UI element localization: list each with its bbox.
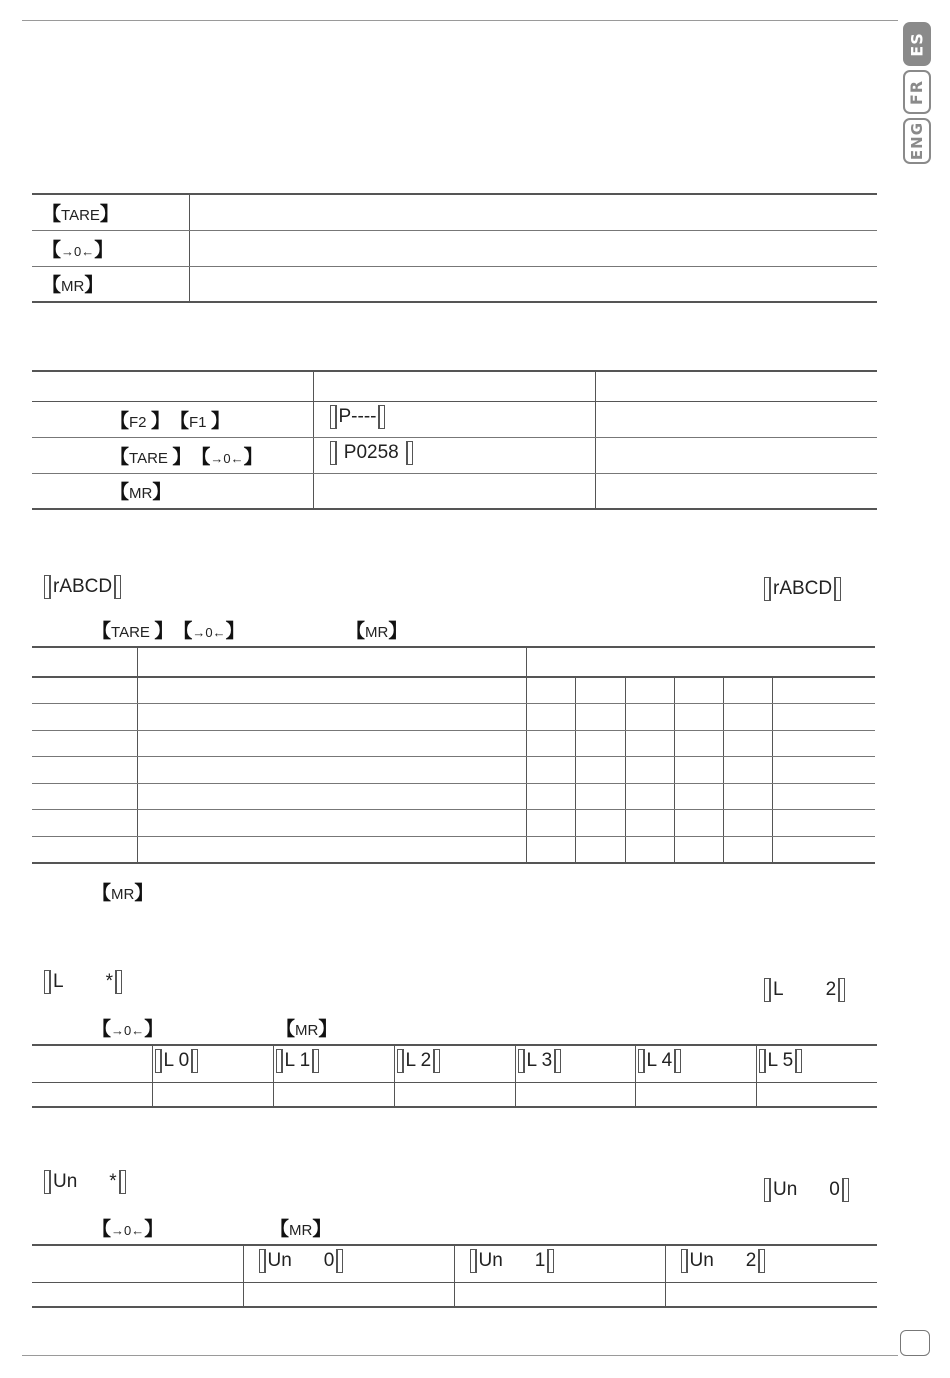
table-header-row	[32, 371, 877, 401]
display-rabcd: rABCD	[44, 575, 121, 599]
table-header-row	[32, 1245, 877, 1282]
display-p0258: P0258	[330, 441, 414, 465]
lang-tab-fr[interactable]: FR	[903, 70, 931, 114]
display-l5: L 5	[759, 1049, 803, 1073]
mr-key: 【MR】	[92, 882, 154, 904]
table-row	[32, 783, 875, 810]
display-un-opt-1: Un 1	[470, 1249, 555, 1273]
display-un-star: Un *	[44, 1170, 126, 1194]
display-un-opt-0: Un 0	[259, 1249, 344, 1273]
table-row	[32, 401, 877, 437]
table-row	[32, 730, 875, 757]
display-l-2: L 2	[764, 978, 845, 1002]
table-row	[32, 230, 877, 266]
mr-key: 【MR】	[270, 1218, 332, 1240]
zero-key: 【→0←】	[42, 238, 114, 261]
f1-key: 【F1 】	[170, 409, 230, 432]
mr-key: 【MR】	[110, 481, 172, 504]
lang-tab-es[interactable]: ES	[903, 22, 931, 66]
table-header-row	[32, 647, 875, 677]
password-steps-table	[32, 370, 877, 510]
f2-key: 【F2 】	[110, 409, 170, 432]
tare-key: 【TARE 】	[110, 445, 192, 468]
table-row	[32, 266, 877, 302]
display-l0: L 0	[155, 1049, 199, 1073]
l-options-table	[32, 1044, 877, 1108]
zero-key: 【→0←】	[92, 1218, 164, 1240]
lang-tab-eng[interactable]: ENG	[903, 118, 931, 164]
un-options-table	[32, 1244, 877, 1308]
display-l1: L 1	[276, 1049, 320, 1073]
page-number-box	[900, 1330, 930, 1356]
table-row	[32, 1082, 877, 1107]
table-row	[32, 473, 877, 509]
mr-key: 【MR】	[276, 1018, 338, 1040]
rabcd-key-line	[92, 616, 245, 643]
table-row	[32, 810, 875, 837]
top-rule	[22, 20, 898, 21]
display-l2: L 2	[397, 1049, 441, 1073]
display-p-dashes: P----	[330, 405, 386, 429]
display-rabcd-default: rABCD	[764, 577, 841, 601]
display-l-star: L *	[44, 970, 122, 994]
table-header-row	[32, 1045, 877, 1082]
rabcd-settings-table	[32, 646, 875, 864]
zero-key: 【→0←】	[173, 620, 245, 642]
display-l4: L 4	[638, 1049, 682, 1073]
display-un-0: Un 0	[764, 1178, 849, 1202]
table-row	[32, 836, 875, 863]
mr-key: 【MR】	[346, 620, 408, 642]
zero-key: 【→0←】	[92, 1018, 164, 1040]
table-row	[32, 194, 877, 230]
table-row	[32, 437, 877, 473]
tare-key: 【TARE】	[42, 202, 119, 225]
table-row	[32, 1282, 877, 1307]
display-l3: L 3	[518, 1049, 562, 1073]
key-function-table	[32, 193, 877, 303]
table-row	[32, 704, 875, 731]
zero-key: 【→0←】	[191, 445, 263, 468]
display-un-opt-2: Un 2	[681, 1249, 766, 1273]
bottom-rule	[22, 1355, 898, 1356]
table-row	[32, 757, 875, 784]
table-row	[32, 677, 875, 704]
mr-key: 【MR】	[42, 274, 104, 297]
tare-key: 【TARE 】	[92, 620, 174, 642]
